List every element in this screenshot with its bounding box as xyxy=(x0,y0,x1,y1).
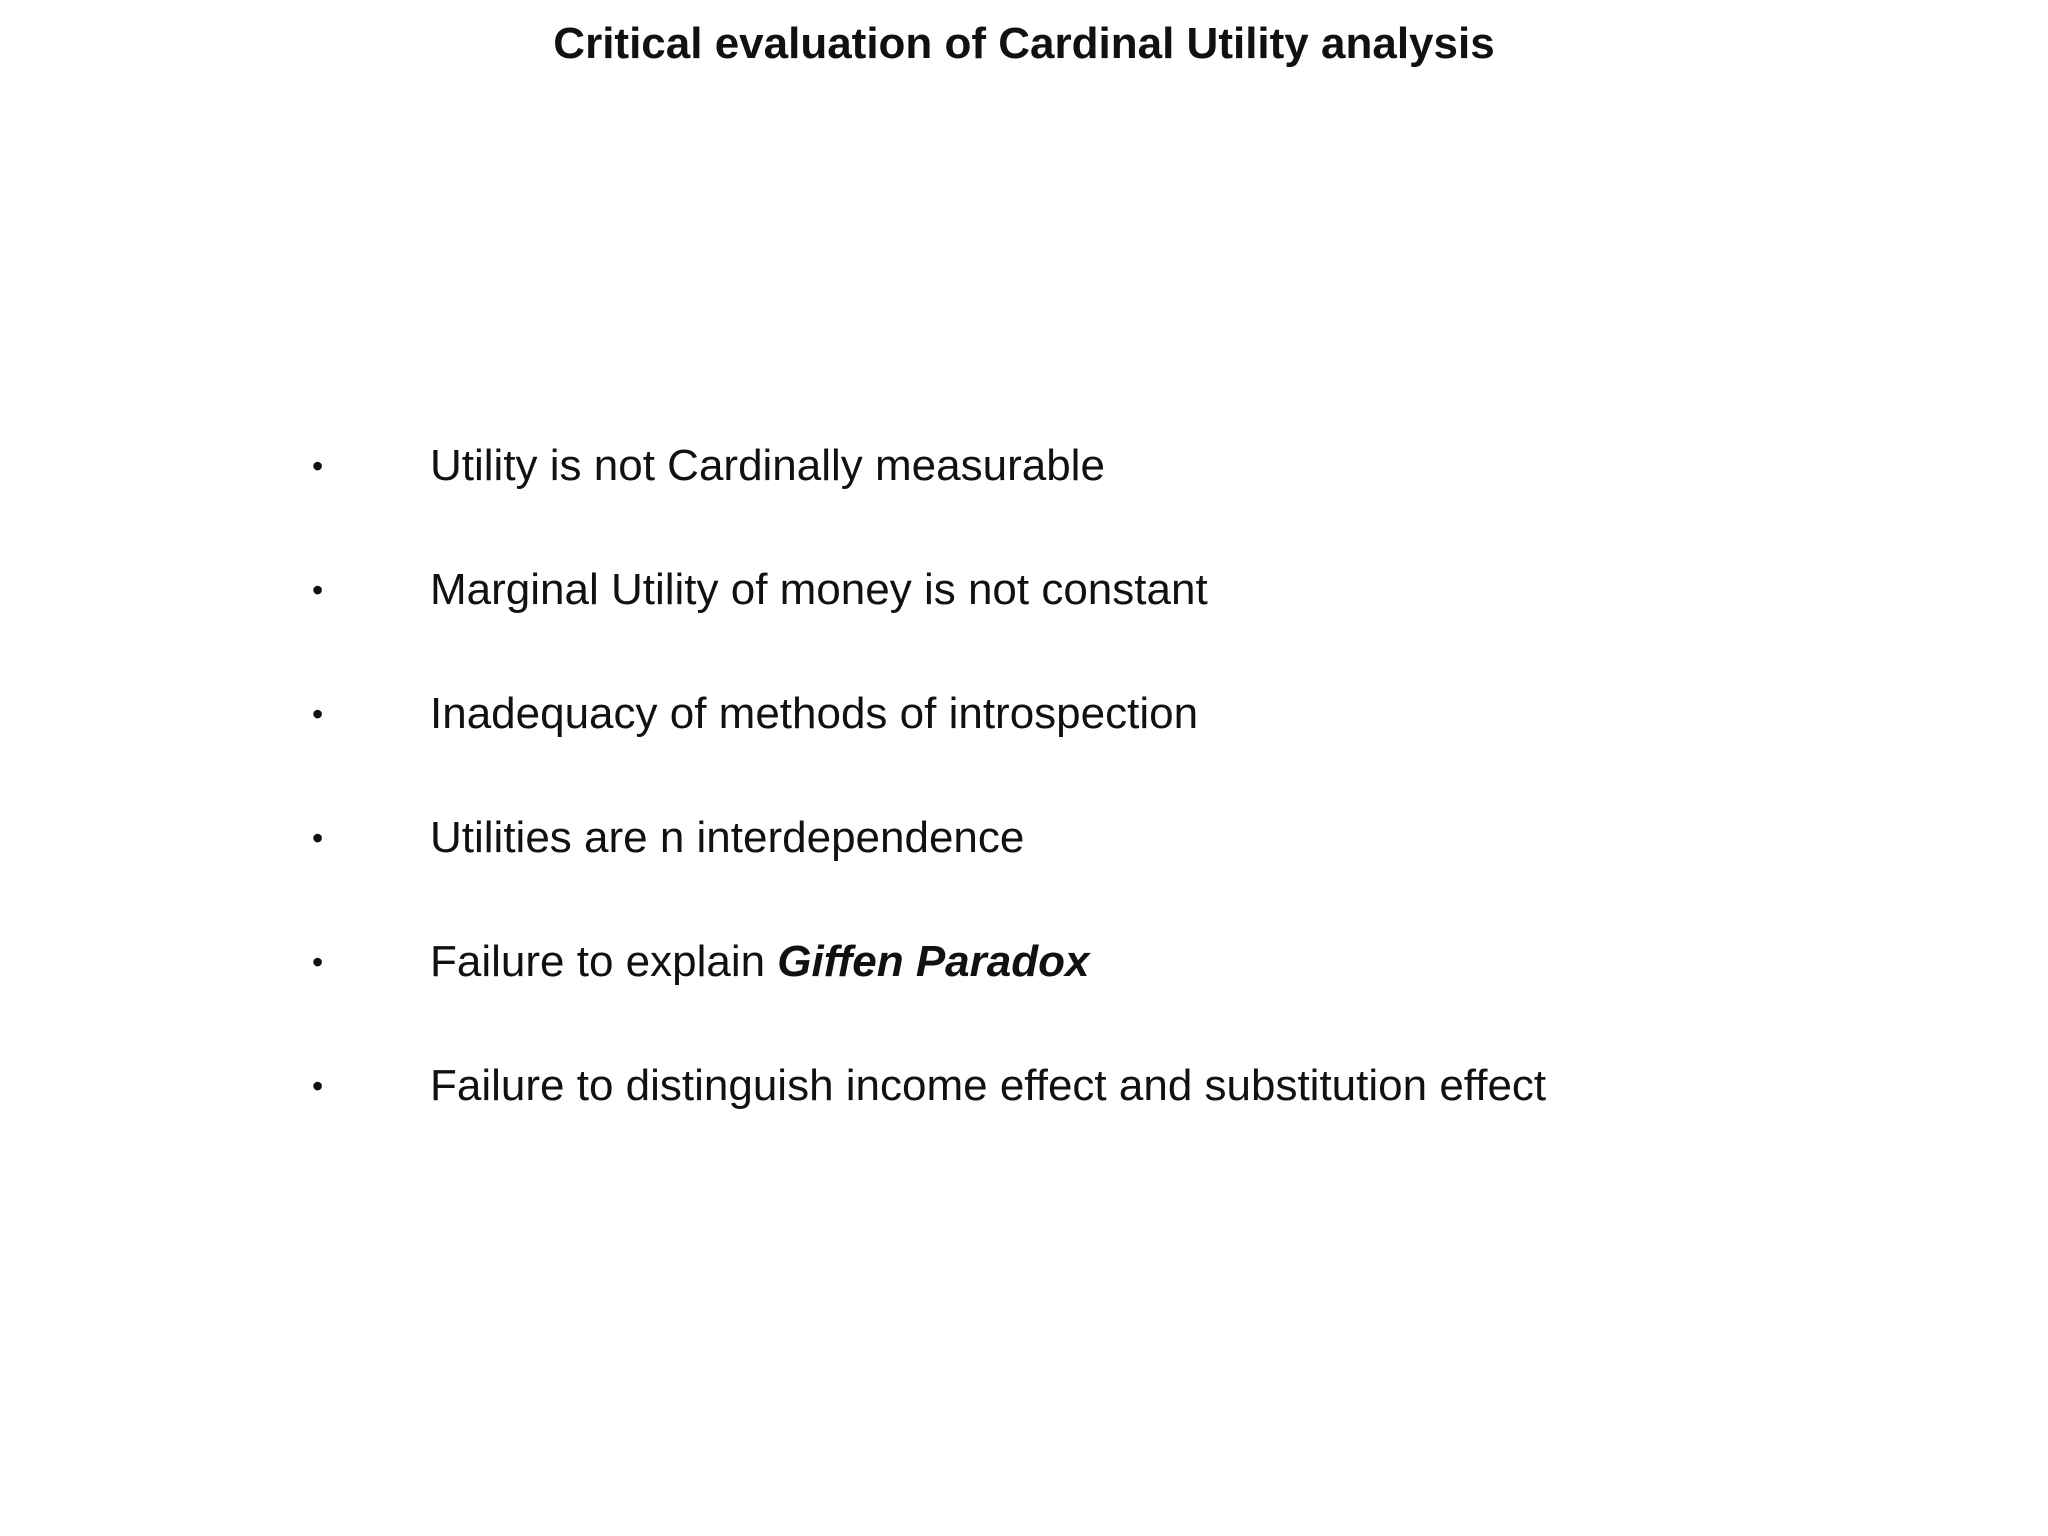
bullet-text xyxy=(430,686,1198,742)
bullet-text-emphasis: Giffen Paradox xyxy=(777,937,1090,986)
bullet-text-plain: Failure to distinguish income effect and substitution effect xyxy=(430,1061,1547,1110)
bullet-text-plain: Utility is not Cardinally measurable xyxy=(430,441,1105,490)
bullet-icon: • xyxy=(312,1068,324,1104)
bullet-text xyxy=(430,1058,1546,1114)
bullet-text-plain: Marginal Utility of money is not constant xyxy=(430,565,1208,614)
bullet-icon: • xyxy=(312,944,324,980)
bullet-icon: • xyxy=(312,820,324,856)
bullet-text-plain: Failure to explain xyxy=(430,937,778,986)
bullet-icon: • xyxy=(312,696,324,732)
bullet-text xyxy=(430,438,1105,494)
bullet-text xyxy=(430,810,1024,866)
bullet-text-plain: Inadequacy of methods of introspection xyxy=(430,689,1199,738)
bullet-text xyxy=(430,562,1208,618)
bullet-text-plain: Utilities are n interdependence xyxy=(430,813,1025,862)
bullet-text xyxy=(430,934,1089,990)
slide-title: Critical evaluation of Cardinal Utility analysis xyxy=(553,19,1495,68)
bullet-icon: • xyxy=(312,572,324,608)
bullet-icon: • xyxy=(312,448,324,484)
